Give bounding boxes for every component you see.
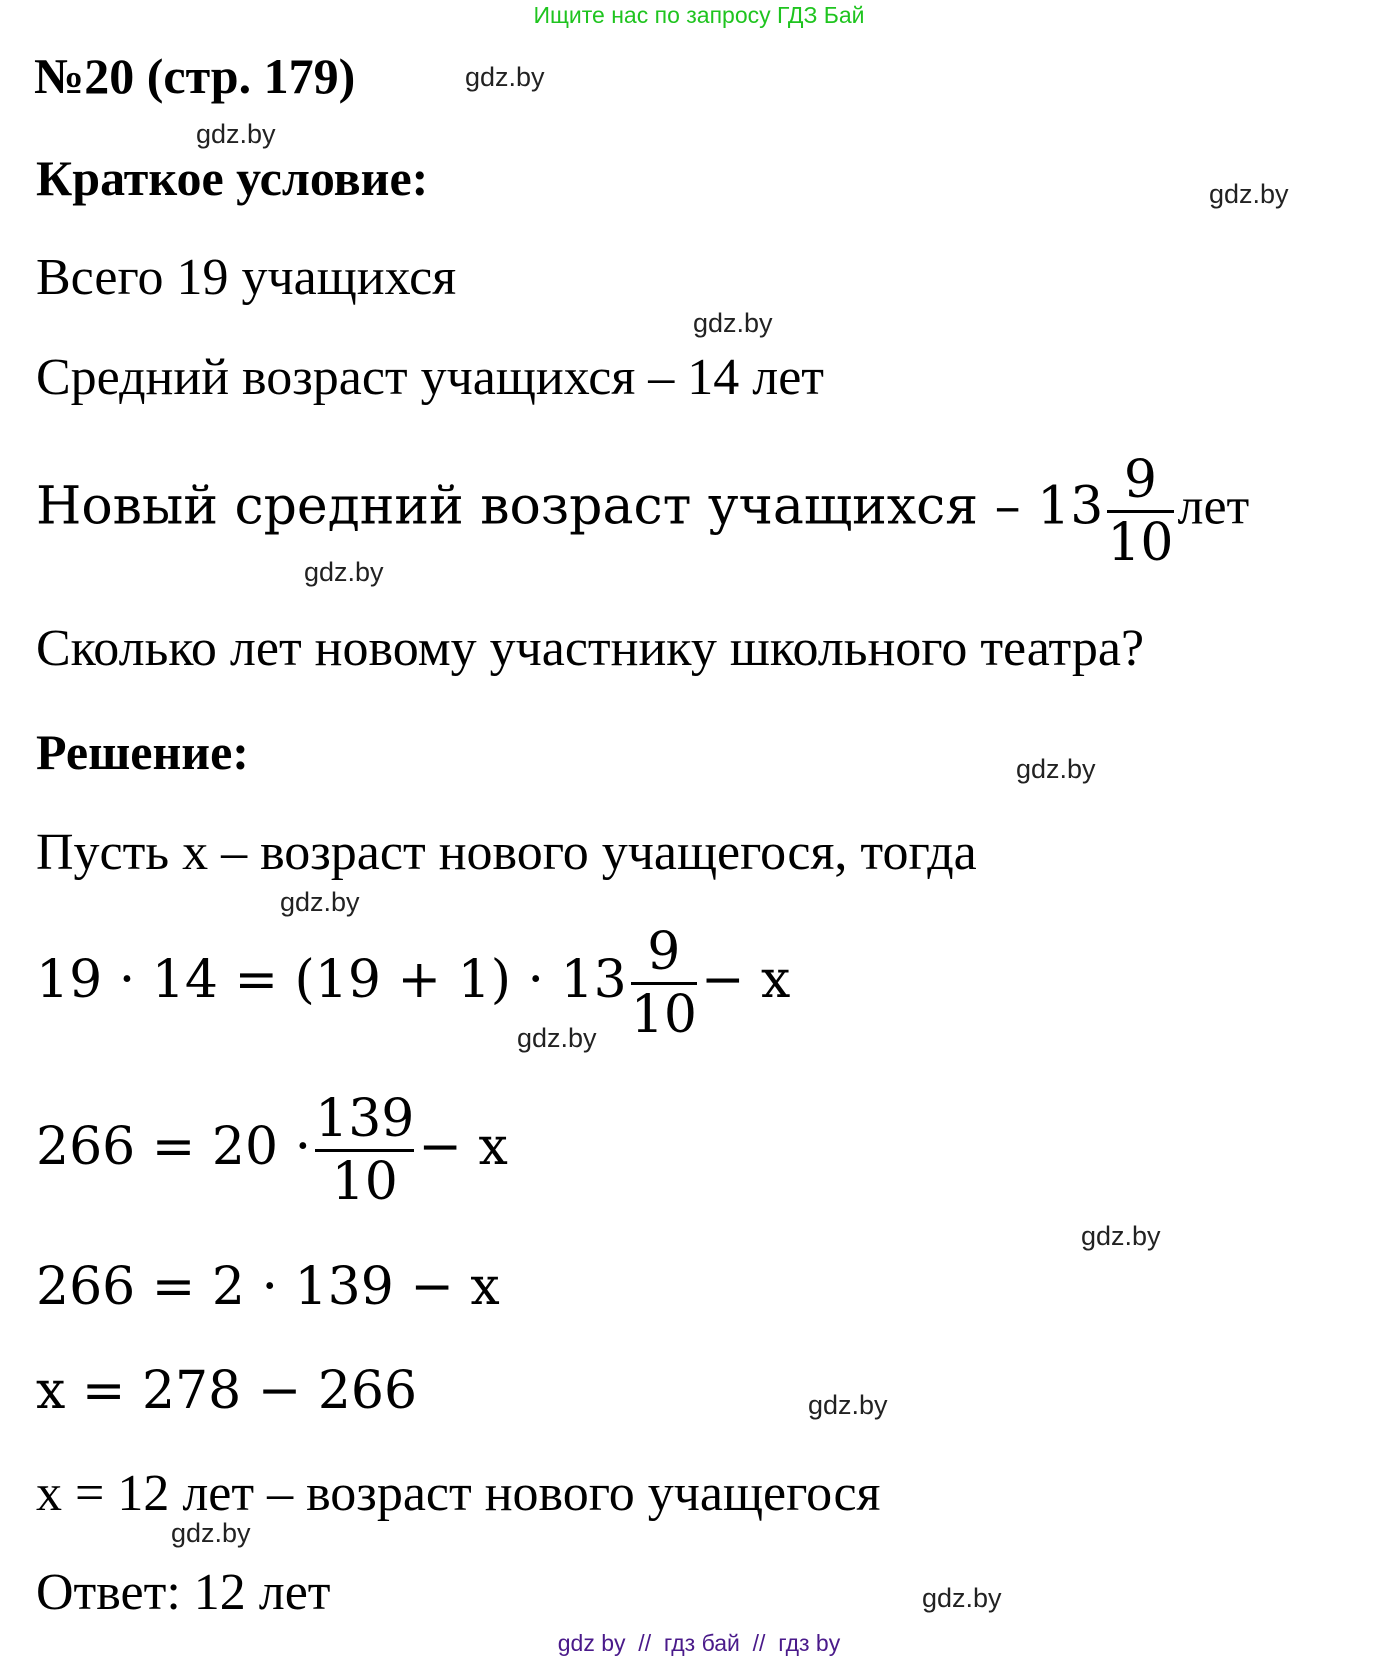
watermark: gdz.by xyxy=(196,119,276,149)
fraction: $\frac{9}{10}$ xyxy=(630,922,697,1045)
watermark: gdz.by xyxy=(171,1518,251,1548)
condition-total-students: Всего 19 учащихся xyxy=(36,249,457,306)
fraction: $\frac{139}{10}$ xyxy=(315,1089,415,1212)
watermark: gdz.by xyxy=(1081,1221,1161,1251)
page-title: №20 (стр. 179) xyxy=(34,48,356,104)
search-banner: Ищите нас по запросу ГДЗ Бай xyxy=(533,2,865,28)
equation-1: 19 · 14 = (19 + 1) · 13 $\frac{9}{10}$ − x xyxy=(36,922,791,1045)
solution-heading: Решение: xyxy=(36,724,249,780)
equation-3: 266 = 2 · 139 − x xyxy=(36,1257,500,1317)
fraction: $\frac{9}{10}$ xyxy=(1107,450,1174,573)
equation-2: 266 = 20 · $\frac{139}{10}$ − x xyxy=(36,1089,508,1212)
watermark: gdz.by xyxy=(808,1390,888,1420)
watermark: gdz.by xyxy=(517,1023,597,1053)
watermark: gdz.by xyxy=(280,887,360,917)
solution-result: x = 12 лет – возраст нового учащегося xyxy=(36,1465,881,1522)
solution-intro: Пусть x – возраст нового учащегося, тогда xyxy=(36,824,977,881)
watermark: gdz.by xyxy=(693,308,773,338)
watermark: gdz.by xyxy=(465,62,545,92)
equation-4: x = 278 − 266 xyxy=(36,1361,418,1421)
condition-heading: Краткое условие: xyxy=(36,150,429,206)
new-average-prefix: Новый средний возраст учащихся – 13 xyxy=(36,476,1104,537)
watermark: gdz.by xyxy=(922,1583,1002,1613)
watermark: gdz.by xyxy=(1016,754,1096,784)
watermark: gdz.by xyxy=(304,557,384,587)
watermark: gdz.by xyxy=(1209,179,1289,209)
condition-question: Сколько лет новому участнику школьного театра? xyxy=(36,620,1145,677)
condition-new-average-age: Новый средний возраст учащихся – 13 $\frac{9}{10}$ лет xyxy=(36,450,1250,573)
condition-average-age: Средний возраст учащихся – 14 лет xyxy=(36,349,824,406)
footer-links: gdz by // гдз бай // гдз by xyxy=(557,1630,841,1656)
answer: Ответ: 12 лет xyxy=(36,1564,331,1621)
